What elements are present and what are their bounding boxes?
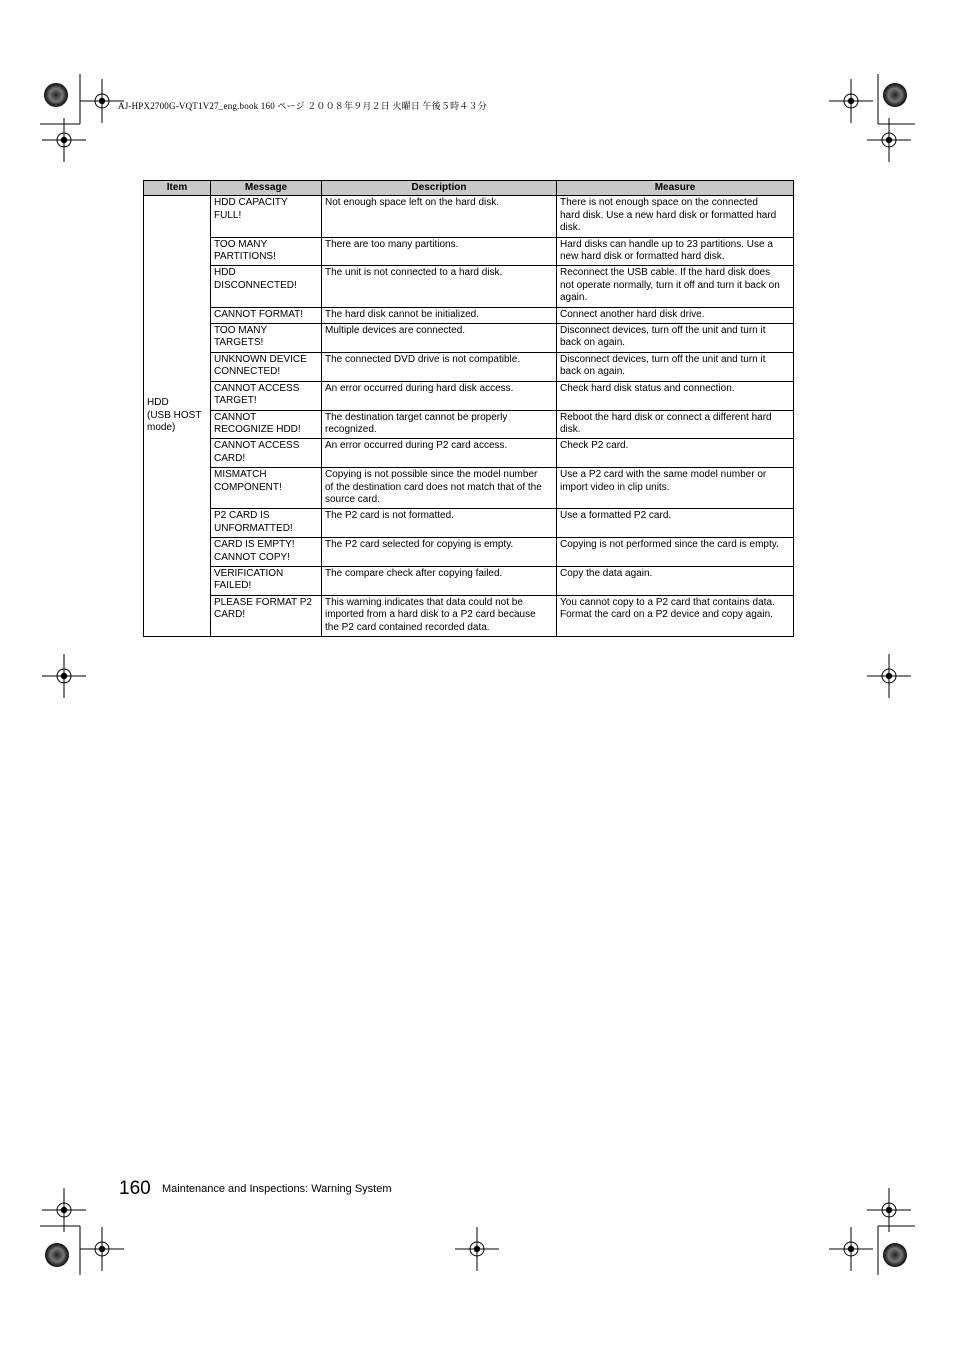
cell-line: Disconnect devices, turn off the unit and turn it bbox=[560, 353, 766, 365]
registration-dial-icon bbox=[883, 83, 907, 107]
cell-line: You cannot copy to a P2 card that contains data. bbox=[560, 596, 775, 608]
measure-cell bbox=[557, 266, 794, 307]
cell-line: HDD bbox=[214, 267, 236, 279]
cell-line: FULL! bbox=[214, 209, 242, 221]
message-cell bbox=[211, 509, 322, 538]
cell-line: Multiple devices are connected. bbox=[325, 325, 466, 337]
table-header-row bbox=[144, 181, 794, 196]
message-cell bbox=[211, 439, 322, 468]
message-cell bbox=[211, 538, 322, 567]
message-cell bbox=[211, 324, 322, 353]
registration-dial-icon bbox=[45, 1243, 69, 1267]
table-row bbox=[144, 324, 794, 353]
cell-line: Use a formatted P2 card. bbox=[560, 510, 672, 522]
cell-line: back on again. bbox=[560, 366, 626, 378]
cell-line: Reconnect the USB cable. If the hard disk does bbox=[560, 267, 771, 279]
message-cell bbox=[211, 266, 322, 307]
table-row bbox=[144, 381, 794, 410]
table-row bbox=[144, 237, 794, 266]
measure-cell bbox=[557, 307, 794, 323]
description-cell bbox=[322, 307, 557, 323]
column-header-item: Item bbox=[144, 181, 211, 196]
cell-line: The P2 card selected for copying is empty. bbox=[325, 539, 514, 551]
measure-cell bbox=[557, 439, 794, 468]
cell-line: UNKNOWN DEVICE bbox=[214, 353, 307, 365]
table-row bbox=[144, 566, 794, 595]
measure-cell bbox=[557, 509, 794, 538]
message-cell bbox=[211, 468, 322, 509]
cell-line: Hard disks can handle up to 23 partitions. Use a bbox=[560, 238, 773, 250]
measure-cell bbox=[557, 595, 794, 636]
message-cell bbox=[211, 566, 322, 595]
description-cell bbox=[322, 266, 557, 307]
description-cell bbox=[322, 381, 557, 410]
cell-line: TARGET! bbox=[214, 395, 257, 407]
cell-line: RECOGNIZE HDD! bbox=[214, 423, 301, 435]
cell-line: The destination target cannot be properly bbox=[325, 411, 508, 423]
table-row bbox=[144, 410, 794, 439]
cell-line: TOO MANY bbox=[214, 325, 268, 337]
cell-line: not operate normally, turn it off and turn it back on bbox=[560, 279, 780, 291]
measure-cell bbox=[557, 566, 794, 595]
cell-line: Format the card on a P2 device and copy again. bbox=[560, 609, 773, 621]
cell-line: HDD bbox=[147, 397, 169, 409]
description-cell bbox=[322, 509, 557, 538]
cell-line: An error occurred during hard disk access. bbox=[325, 382, 514, 394]
cell-line: (USB HOST bbox=[147, 409, 202, 421]
message-cell bbox=[211, 307, 322, 323]
cell-line: UNFORMATTED! bbox=[214, 522, 293, 534]
description-cell bbox=[322, 595, 557, 636]
table-row bbox=[144, 595, 794, 636]
cell-line: The P2 card is not formatted. bbox=[325, 510, 454, 522]
cell-line: CARD! bbox=[214, 609, 246, 621]
cell-line: The hard disk cannot be initialized. bbox=[325, 308, 479, 320]
table-row bbox=[144, 538, 794, 567]
description-cell bbox=[322, 468, 557, 509]
cell-line: TOO MANY bbox=[214, 238, 268, 250]
measure-cell bbox=[557, 196, 794, 237]
measure-cell bbox=[557, 468, 794, 509]
description-cell bbox=[322, 410, 557, 439]
table-row bbox=[144, 196, 794, 237]
registration-dial-icon bbox=[883, 1243, 907, 1267]
measure-cell bbox=[557, 237, 794, 266]
message-cell bbox=[211, 595, 322, 636]
cell-line: source card. bbox=[325, 493, 381, 505]
cell-line: Copy the data again. bbox=[560, 567, 653, 579]
table-row bbox=[144, 439, 794, 468]
registration-dial-icon bbox=[44, 83, 68, 107]
cell-line: new hard disk or formatted hard disk. bbox=[560, 251, 725, 263]
cell-line: The unit is not connected to a hard disk. bbox=[325, 267, 503, 279]
cell-line: CANNOT ACCESS bbox=[214, 440, 300, 452]
description-cell bbox=[322, 237, 557, 266]
cell-line: CONNECTED! bbox=[214, 366, 281, 378]
cell-line: Not enough space left on the hard disk. bbox=[325, 197, 500, 209]
cell-line: PLEASE FORMAT P2 bbox=[214, 596, 312, 608]
cell-line: Reboot the hard disk or connect a different hard bbox=[560, 411, 772, 423]
description-cell bbox=[322, 538, 557, 567]
description-cell bbox=[322, 439, 557, 468]
cell-line: Use a P2 card with the same model number or bbox=[560, 469, 767, 481]
measure-cell bbox=[557, 538, 794, 567]
cell-line: CANNOT FORMAT! bbox=[214, 308, 304, 320]
table-row bbox=[144, 468, 794, 509]
cell-line: import video in clip units. bbox=[560, 481, 670, 493]
measure-cell bbox=[557, 324, 794, 353]
description-cell bbox=[322, 324, 557, 353]
cell-line: DISCONNECTED! bbox=[214, 279, 297, 291]
cell-line: An error occurred during P2 card access. bbox=[325, 440, 508, 452]
measure-cell bbox=[557, 410, 794, 439]
column-header-measure: Measure bbox=[557, 181, 794, 196]
description-cell bbox=[322, 196, 557, 237]
cell-line: again. bbox=[560, 292, 588, 304]
cell-line: Check P2 card. bbox=[560, 440, 629, 452]
cell-line: HDD CAPACITY bbox=[214, 197, 288, 209]
table-row bbox=[144, 266, 794, 307]
cell-line: VERIFICATION bbox=[214, 567, 284, 579]
cell-line: back on again. bbox=[560, 337, 626, 349]
message-cell bbox=[211, 410, 322, 439]
cell-line: FAILED! bbox=[214, 580, 252, 592]
column-header-description: Description bbox=[322, 181, 557, 196]
column-header-message: Message bbox=[211, 181, 322, 196]
item-cell bbox=[144, 196, 211, 637]
cell-line: The connected DVD drive is not compatible. bbox=[325, 353, 521, 365]
cell-line: MISMATCH bbox=[214, 469, 267, 481]
description-cell bbox=[322, 566, 557, 595]
cell-line: Copying is not performed since the card is empty. bbox=[560, 539, 779, 551]
description-cell bbox=[322, 352, 557, 381]
table-row bbox=[144, 509, 794, 538]
cell-line: PARTITIONS! bbox=[214, 251, 276, 263]
message-cell bbox=[211, 381, 322, 410]
message-cell bbox=[211, 352, 322, 381]
cell-line: Check hard disk status and connection. bbox=[560, 382, 735, 394]
warning-table bbox=[143, 180, 794, 637]
cell-line: Copying is not possible since the model number bbox=[325, 469, 538, 481]
measure-cell bbox=[557, 381, 794, 410]
cell-line: Disconnect devices, turn off the unit and turn it bbox=[560, 325, 766, 337]
cell-line: CARD IS EMPTY! bbox=[214, 539, 295, 551]
message-cell bbox=[211, 196, 322, 237]
cell-line: This warning indicates that data could not be bbox=[325, 596, 523, 608]
page-number: 160 bbox=[119, 1178, 151, 1199]
cell-line: There are too many partitions. bbox=[325, 238, 459, 250]
cell-line: CANNOT ACCESS bbox=[214, 382, 300, 394]
measure-cell bbox=[557, 352, 794, 381]
cell-line: COMPONENT! bbox=[214, 481, 282, 493]
table-row bbox=[144, 307, 794, 323]
cell-line: CANNOT bbox=[214, 411, 257, 423]
cell-line: of the destination card does not match that of the bbox=[325, 481, 542, 493]
cell-line: recognized. bbox=[325, 423, 377, 435]
cell-line: disk. bbox=[560, 222, 581, 234]
cell-line: disk. bbox=[560, 423, 581, 435]
cell-line: CARD! bbox=[214, 452, 246, 464]
cell-line: hard disk. Use a new hard disk or formatted hard bbox=[560, 209, 777, 221]
table-row bbox=[144, 352, 794, 381]
print-file-header: AJ-HPX2700G-VQT1V27_eng.book 160 ページ ２００８年９月２日 火曜日 午後５時４３分 bbox=[118, 101, 487, 111]
message-cell bbox=[211, 237, 322, 266]
cell-line: mode) bbox=[147, 421, 176, 433]
cell-line: P2 CARD IS bbox=[214, 510, 270, 522]
cell-line: TARGETS! bbox=[214, 337, 264, 349]
cell-line: Connect another hard disk drive. bbox=[560, 308, 705, 320]
cell-line: imported from a hard disk to a P2 card because bbox=[325, 609, 536, 621]
cell-line: the P2 card contained recorded data. bbox=[325, 621, 490, 633]
cell-line: The compare check after copying failed. bbox=[325, 567, 503, 579]
section-title: Maintenance and Inspections: Warning System bbox=[162, 1183, 392, 1195]
cell-line: There is not enough space on the connected bbox=[560, 197, 758, 209]
cell-line: CANNOT COPY! bbox=[214, 551, 290, 563]
table-body bbox=[144, 196, 794, 637]
